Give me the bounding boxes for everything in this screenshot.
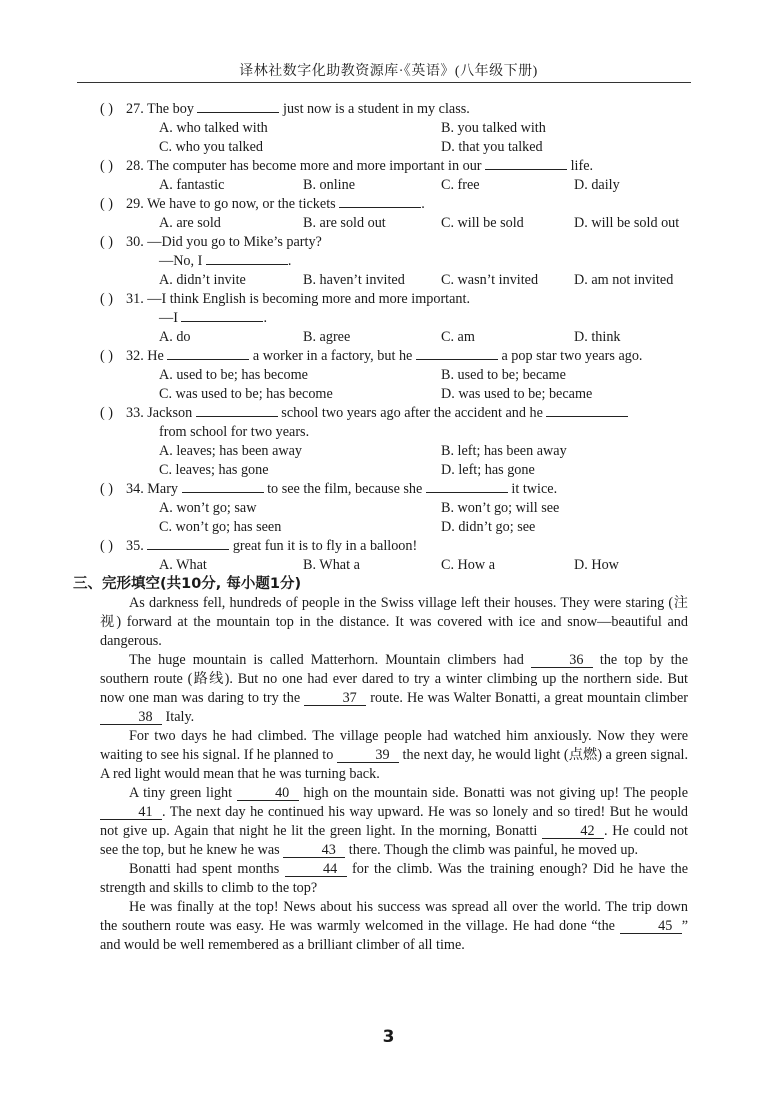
options-row: [100, 499, 695, 518]
section-title: 三、完形填空(共10分, 每小题1分): [73, 576, 302, 592]
options-row: [100, 176, 695, 195]
answer-blank: [147, 537, 229, 550]
continuation-text: from school for two years.: [159, 424, 310, 440]
option-b[interactable]: B. left; has been away: [441, 443, 567, 459]
option-c[interactable]: C. was used to be; has become: [159, 386, 333, 402]
cloze-blank-39: 39: [337, 748, 399, 763]
question-31: [100, 290, 695, 309]
question-stem: 35. great fun it is to fly in a balloon!: [126, 538, 418, 554]
cloze-blank-36: 36: [531, 653, 593, 668]
question-number: 34.: [126, 481, 148, 497]
options-row: [100, 442, 695, 461]
cloze-blank-45: 45: [620, 919, 682, 934]
option-a[interactable]: A. won’t go; saw: [159, 500, 257, 516]
question-stem: 32. He a worker in a factory, but he a pop star two years ago.: [126, 348, 643, 364]
answer-blank: [339, 195, 421, 208]
question-stem: 27. The boy just now is a student in my class.: [126, 101, 470, 117]
options-row: [100, 328, 695, 347]
answer-blank: [196, 404, 278, 417]
options-row: [100, 385, 695, 404]
question-number: 31.: [126, 291, 148, 307]
option-b[interactable]: B. agree: [303, 329, 351, 345]
answer-paren: ( ): [100, 196, 113, 212]
passage-paragraph: A tiny green light 40 high on the mountain side. Bonatti was not giving up! The people 41 . The next day he continued his way upward. He was so lonely and so tired! But he would not give up. Again that night he lit the green light. In the morning, Bonatti 42 . He could not see the top, but he knew he was 43 there. Though the climb was painful, he moved up.: [100, 785, 688, 858]
cloze-blank-40: 40: [237, 786, 299, 801]
question-29: [100, 195, 695, 214]
passage-paragraph: The huge mountain is called Matterhorn. Mountain climbers had 36 the top by the southern route (路线). But no one had ever dared to try a winter climbing up the northern side. But now one man was daring to try the 37 route. He was Walter Bonatti, a great mountain climber 38 Italy.: [100, 652, 689, 725]
page-number: 3: [382, 1027, 395, 1047]
answer-paren: ( ): [100, 158, 113, 174]
option-c[interactable]: C. who you talked: [159, 139, 264, 155]
question-32: [100, 347, 695, 366]
answer-blank: [485, 157, 567, 170]
option-c[interactable]: C. free: [441, 177, 480, 193]
answer-blank: [182, 480, 264, 493]
option-c[interactable]: C. How a: [441, 557, 495, 573]
question-number: 32.: [126, 348, 148, 364]
question-continuation: [100, 309, 695, 328]
question-number: 35.: [126, 538, 148, 554]
answer-blank: [546, 404, 628, 417]
passage-paragraph: As darkness fell, hundreds of people in the Swiss village left their houses. They were staring (注视) forward at the mountain top in the distance. It was covered with ice and snow—beautiful and dangerous.: [100, 595, 688, 649]
option-c[interactable]: C. will be sold: [441, 215, 524, 231]
question-33: [100, 404, 695, 423]
answer-paren: ( ): [100, 101, 113, 117]
answer-paren: ( ): [100, 234, 113, 250]
option-b[interactable]: B. What a: [303, 557, 360, 573]
header-rule: [77, 82, 691, 83]
option-d[interactable]: D. daily: [574, 177, 620, 193]
option-a[interactable]: A. who talked with: [159, 120, 268, 136]
option-a[interactable]: A. What: [159, 557, 207, 573]
options-row: [100, 366, 695, 385]
answer-blank: [181, 309, 263, 322]
answer-blank: [206, 252, 288, 265]
options-row: [100, 138, 695, 157]
option-d[interactable]: D. will be sold out: [574, 215, 680, 231]
answer-blank: [197, 100, 279, 113]
passage-paragraph: He was finally at the top! News about his success was spread all over the world. The trip down the southern route was easy. He was warmly welcomed in the village. He had done “the 45 ” and would be well remembered as a brilliant climber of all time.: [100, 899, 688, 953]
question-stem: 34. Mary to see the film, because she it twice.: [126, 481, 558, 497]
options-row: [100, 271, 695, 290]
option-a[interactable]: A. leaves; has been away: [159, 443, 302, 459]
exam-content: [73, 100, 695, 955]
option-d[interactable]: D. didn’t go; see: [441, 519, 536, 535]
continuation-text: —I .: [159, 310, 268, 326]
answer-blank: [416, 347, 498, 360]
question-stem: 33. Jackson school two years ago after the accident and he: [126, 404, 628, 423]
answer-blank: [167, 347, 249, 360]
answer-paren: ( ): [100, 405, 113, 421]
cloze-blank-41: 41: [100, 805, 162, 820]
answer-paren: ( ): [100, 291, 113, 307]
option-b[interactable]: B. used to be; became: [441, 367, 566, 383]
options-row: [100, 119, 695, 138]
answer-paren: ( ): [100, 348, 113, 364]
option-a[interactable]: A. used to be; has become: [159, 367, 308, 383]
question-28: [100, 157, 695, 176]
question-number: 30.: [126, 234, 148, 250]
option-c[interactable]: C. am: [441, 329, 475, 345]
page-header: 译林社数字化助教资源库·《英语》(八年级下册): [239, 64, 538, 79]
passage-paragraph: For two days he had climbed. The village people had watched him anxiously. Now they were waiting to see his signal. If he planned to 39 the next day, he would light (点燃) a green signal. A red light would mean that he was turning back.: [100, 728, 688, 782]
question-stem: 30. —Did you go to Mike’s party?: [126, 234, 322, 250]
cloze-blank-43: 43: [283, 843, 345, 858]
option-a[interactable]: A. didn’t invite: [159, 272, 246, 288]
question-stem: 28. The computer has become more and more important in our life.: [126, 158, 594, 174]
cloze-blank-44: 44: [285, 862, 347, 877]
option-d[interactable]: D. that you talked: [441, 139, 543, 155]
option-a[interactable]: A. fantastic: [159, 177, 225, 193]
question-number: 33.: [126, 405, 148, 421]
continuation-text: —No, I .: [159, 253, 292, 269]
passage-paragraph: Bonatti had spent months 44 for the climb. Was the training enough? Did he have the strength and skills to climb to the top?: [100, 861, 688, 896]
options-row: [100, 518, 695, 537]
option-b[interactable]: B. won’t go; will see: [441, 500, 560, 516]
question-number: 28.: [126, 158, 148, 174]
option-d[interactable]: D. think: [574, 329, 621, 345]
question-30: [100, 233, 695, 252]
question-stem: 29. We have to go now, or the tickets .: [126, 196, 425, 212]
question-stem: 31. —I think English is becoming more and more important.: [126, 291, 470, 307]
question-continuation: [100, 423, 695, 442]
question-number: 27.: [126, 101, 148, 117]
question-35: [100, 537, 695, 556]
options-row: [100, 461, 695, 480]
options-row: [100, 214, 695, 233]
option-a[interactable]: A. are sold: [159, 215, 221, 231]
cloze-blank-42: 42: [542, 824, 604, 839]
question-27: [100, 100, 695, 119]
option-d[interactable]: D. left; has gone: [441, 462, 535, 478]
option-b[interactable]: B. haven’t invited: [303, 272, 405, 288]
option-b[interactable]: B. you talked with: [441, 120, 546, 136]
option-d[interactable]: D. How: [574, 557, 619, 573]
options-row: [100, 556, 695, 575]
question-number: 29.: [126, 196, 148, 212]
option-c[interactable]: C. won’t go; has seen: [159, 519, 282, 535]
answer-paren: ( ): [100, 538, 113, 554]
answer-paren: ( ): [100, 481, 113, 497]
option-d[interactable]: D. was used to be; became: [441, 386, 593, 402]
question-continuation: [100, 252, 695, 271]
answer-blank: [426, 480, 508, 493]
cloze-blank-37: 37: [304, 691, 366, 706]
option-c[interactable]: C. leaves; has gone: [159, 462, 269, 478]
question-34: [100, 480, 695, 499]
option-d[interactable]: D. am not invited: [574, 272, 674, 288]
option-c[interactable]: C. wasn’t invited: [441, 272, 539, 288]
cloze-blank-38: 38: [100, 710, 162, 725]
option-b[interactable]: B. online: [303, 177, 356, 193]
option-b[interactable]: B. are sold out: [303, 215, 386, 231]
option-a[interactable]: A. do: [159, 329, 191, 345]
